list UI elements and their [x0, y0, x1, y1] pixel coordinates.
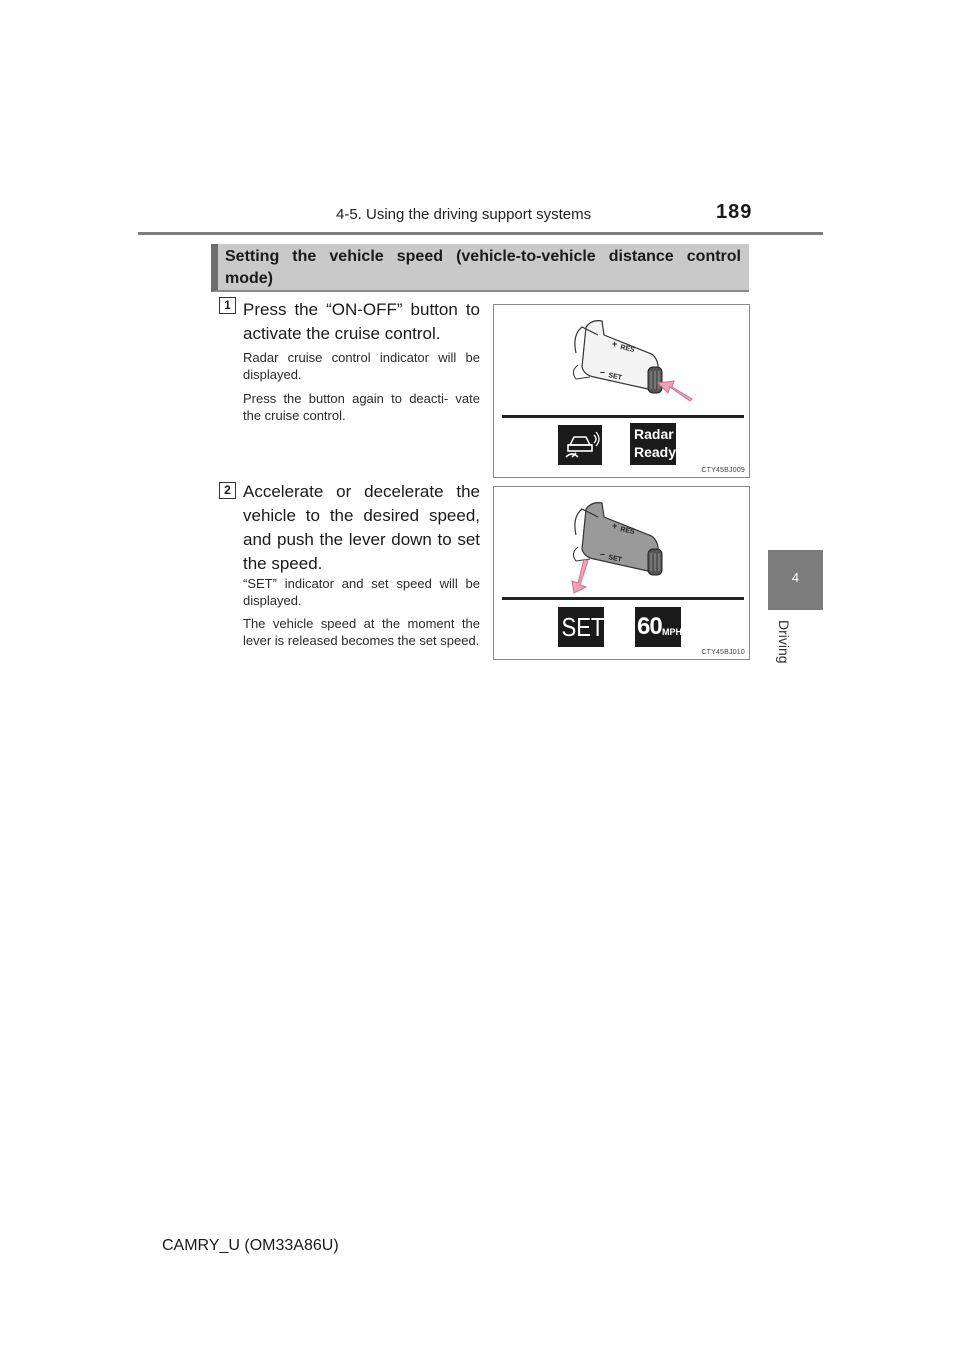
figure-1-code: CTY45BJ009 [701, 467, 745, 474]
lever-illustration-1 [494, 305, 749, 413]
lever-set-label: SET [607, 372, 623, 382]
radar-ready-line2: Ready [634, 444, 677, 460]
set-indicator-text: SET [561, 612, 605, 642]
press-arrow-icon [658, 381, 692, 401]
step-1-note-1: Radar cruise control indicator will be displayed. [243, 350, 480, 382]
step-1-badge: 1 [219, 297, 236, 314]
figure-2 [493, 486, 750, 660]
radar-ready-line1: Radar [634, 426, 674, 442]
step-1-text: Press the “ON-OFF” button to activate the cruise control. [243, 300, 480, 343]
header-rule [138, 232, 823, 235]
chapter-label: Driving [776, 620, 792, 664]
section-heading: Setting the vehicle speed (vehicle-to-vehicle distance control mode) [225, 248, 741, 287]
radar-cruise-icon [558, 425, 602, 465]
figure-1-divider [502, 415, 744, 418]
lever-plus-label: + [612, 339, 618, 349]
lever-res-label: RES [619, 344, 636, 354]
step-2-text: Accelerate or decelerate the vehicle to the desired speed, and push the lever down to set the speed. [243, 482, 480, 573]
set-speed-display [635, 607, 681, 647]
lever-minus-label: – [600, 367, 606, 377]
figure-2-code: CTY45BJ010 [701, 649, 745, 656]
step-1-note-2: Press the button again to deacti- vate the cruise control. [243, 391, 480, 423]
lever-minus-label: – [600, 549, 606, 559]
lever-plus-label: + [612, 521, 618, 531]
chapter-number: 4 [791, 570, 800, 585]
step-2-note-1: “SET” indicator and set speed will be displayed. [243, 576, 480, 608]
figure-1 [493, 304, 750, 478]
lever-res-label: RES [619, 526, 636, 536]
set-speed-value: 60 [637, 613, 662, 640]
section-heading-box [211, 244, 749, 292]
push-down-arrow-icon [572, 559, 588, 593]
set-indicator-display [558, 607, 604, 647]
running-header: 4-5. Using the driving support systems [336, 206, 592, 223]
chapter-tab [768, 550, 823, 610]
footer-model-code: CAMRY_U (OM33A86U) [162, 1237, 339, 1254]
set-speed-unit: MPH [662, 627, 682, 637]
step-2-badge: 2 [219, 482, 236, 499]
page-number: 189 [716, 201, 753, 223]
radar-cruise-indicator-display [558, 425, 602, 465]
step-2-note-2: The vehicle speed at the moment the lever is released becomes the set speed. [243, 616, 480, 648]
figure-2-divider [502, 597, 744, 600]
lever-set-label: SET [607, 554, 623, 564]
lever-illustration-2 [494, 487, 749, 595]
radar-ready-display [630, 423, 676, 465]
